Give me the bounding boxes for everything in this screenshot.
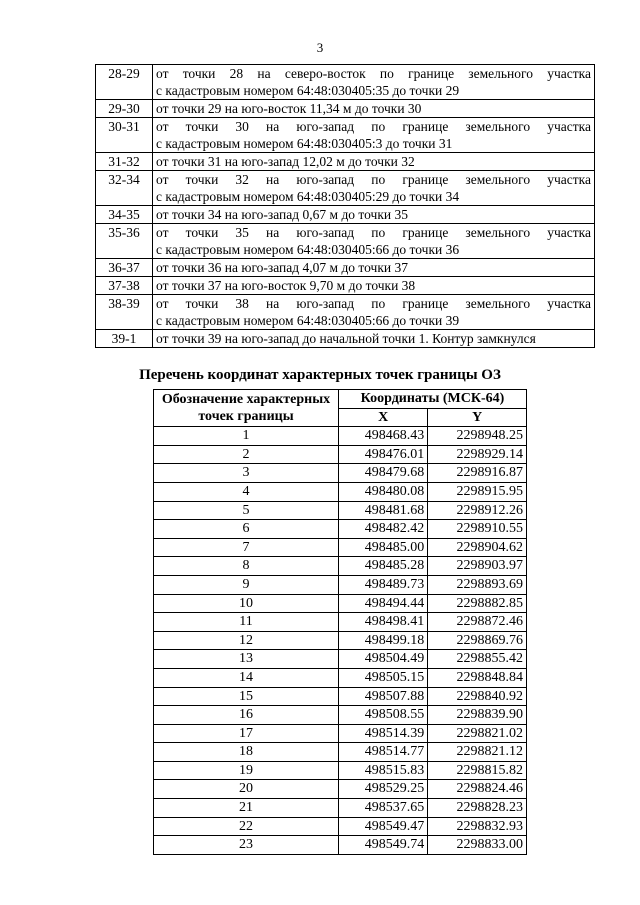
point-number: 2 bbox=[154, 445, 339, 464]
y-coordinate: 2298948.25 bbox=[428, 427, 527, 446]
x-coordinate: 498529.25 bbox=[339, 780, 428, 799]
point-number: 23 bbox=[154, 836, 339, 855]
point-designation-header bbox=[154, 390, 339, 427]
y-coordinate: 2298833.00 bbox=[428, 836, 527, 855]
coordinate-row bbox=[154, 464, 527, 483]
x-coordinate: 498476.01 bbox=[339, 445, 428, 464]
point-number: 19 bbox=[154, 761, 339, 780]
point-number: 5 bbox=[154, 501, 339, 520]
segment-id: 38-39 bbox=[96, 295, 153, 330]
y-coordinate: 2298840.92 bbox=[428, 687, 527, 706]
segment-id: 36-37 bbox=[96, 259, 153, 277]
x-coordinate: 498480.08 bbox=[339, 482, 428, 501]
segment-description-line: с кадастровым номером 64:48:030405:66 до точки 36 bbox=[156, 242, 460, 257]
segment-description-line: с кадастровым номером 64:48:030405:3 до точки 31 bbox=[156, 136, 453, 151]
x-coordinate: 498504.49 bbox=[339, 650, 428, 669]
x-coordinate: 498514.39 bbox=[339, 724, 428, 743]
x-coordinate: 498489.73 bbox=[339, 575, 428, 594]
point-number: 15 bbox=[154, 687, 339, 706]
y-coordinate: 2298912.26 bbox=[428, 501, 527, 520]
segment-description bbox=[153, 295, 595, 330]
page-number: 3 bbox=[316, 40, 324, 55]
segment-description bbox=[153, 65, 595, 100]
point-number: 20 bbox=[154, 780, 339, 799]
point-number: 10 bbox=[154, 594, 339, 613]
x-coordinate: 498505.15 bbox=[339, 668, 428, 687]
coordinate-row bbox=[154, 427, 527, 446]
y-coordinate: 2298893.69 bbox=[428, 575, 527, 594]
point-number: 22 bbox=[154, 817, 339, 836]
coordinate-row bbox=[154, 817, 527, 836]
segment-row bbox=[96, 65, 595, 100]
segment-id: 35-36 bbox=[96, 224, 153, 259]
x-header: X bbox=[339, 408, 428, 427]
segment-id: 34-35 bbox=[96, 206, 153, 224]
point-number: 14 bbox=[154, 668, 339, 687]
segment-id: 29-30 bbox=[96, 100, 153, 118]
y-coordinate: 2298832.93 bbox=[428, 817, 527, 836]
segment-row bbox=[96, 206, 595, 224]
point-number: 16 bbox=[154, 706, 339, 725]
x-coordinate: 498485.00 bbox=[339, 538, 428, 557]
x-coordinate: 498508.55 bbox=[339, 706, 428, 725]
segment-description-line: от точки 29 на юго-восток 11,34 м до точки 30 bbox=[156, 101, 422, 116]
segment-description bbox=[153, 153, 595, 171]
point-number: 1 bbox=[154, 427, 339, 446]
x-coordinate: 498498.41 bbox=[339, 613, 428, 632]
point-number: 9 bbox=[154, 575, 339, 594]
x-coordinate: 498499.18 bbox=[339, 631, 428, 650]
segment-description bbox=[153, 118, 595, 153]
segment-description bbox=[153, 224, 595, 259]
point-number: 7 bbox=[154, 538, 339, 557]
boundary-segments-table bbox=[95, 64, 595, 348]
y-coordinate: 2298910.55 bbox=[428, 520, 527, 539]
segment-row bbox=[96, 330, 595, 348]
y-header: Y bbox=[428, 408, 527, 427]
y-coordinate: 2298855.42 bbox=[428, 650, 527, 669]
x-coordinate: 498482.42 bbox=[339, 520, 428, 539]
x-coordinate: 498549.74 bbox=[339, 836, 428, 855]
y-coordinate: 2298903.97 bbox=[428, 557, 527, 576]
y-coordinate: 2298882.85 bbox=[428, 594, 527, 613]
y-coordinate: 2298916.87 bbox=[428, 464, 527, 483]
x-coordinate: 498468.43 bbox=[339, 427, 428, 446]
coordinate-row bbox=[154, 761, 527, 780]
x-coordinate: 498479.68 bbox=[339, 464, 428, 483]
segment-description-line: от точки 30 на юго-запад по границе земельного участка bbox=[156, 119, 591, 134]
segment-id: 28-29 bbox=[96, 65, 153, 100]
y-coordinate: 2298929.14 bbox=[428, 445, 527, 464]
point-header-line1: Обозначение характерных bbox=[161, 391, 331, 407]
segment-description-line: от точки 36 на юго-запад 4,07 м до точки 37 bbox=[156, 260, 409, 275]
coordinate-row bbox=[154, 482, 527, 501]
segment-description-line: с кадастровым номером 64:48:030405:29 до точки 34 bbox=[156, 189, 460, 204]
y-coordinate: 2298839.90 bbox=[428, 706, 527, 725]
point-number: 3 bbox=[154, 464, 339, 483]
point-number: 21 bbox=[154, 799, 339, 818]
coordinate-row bbox=[154, 631, 527, 650]
y-coordinate: 2298872.46 bbox=[428, 613, 527, 632]
y-coordinate: 2298915.95 bbox=[428, 482, 527, 501]
point-number: 11 bbox=[154, 613, 339, 632]
point-number: 6 bbox=[154, 520, 339, 539]
point-number: 17 bbox=[154, 724, 339, 743]
y-coordinate: 2298815.82 bbox=[428, 761, 527, 780]
x-coordinate: 498514.77 bbox=[339, 743, 428, 762]
y-coordinate: 2298904.62 bbox=[428, 538, 527, 557]
point-number: 13 bbox=[154, 650, 339, 669]
coordinate-row bbox=[154, 575, 527, 594]
coordinate-row bbox=[154, 557, 527, 576]
point-number: 18 bbox=[154, 743, 339, 762]
segment-description-line: от точки 34 на юго-запад 0,67 м до точки 35 bbox=[156, 207, 409, 222]
coordinate-row bbox=[154, 613, 527, 632]
segment-description bbox=[153, 277, 595, 295]
coordinate-row bbox=[154, 501, 527, 520]
x-coordinate: 498537.65 bbox=[339, 799, 428, 818]
segment-description bbox=[153, 206, 595, 224]
y-coordinate: 2298824.46 bbox=[428, 780, 527, 799]
segment-description bbox=[153, 100, 595, 118]
segment-description-line: от точки 32 на юго-запад по границе земельного участка bbox=[156, 172, 591, 187]
x-coordinate: 498507.88 bbox=[339, 687, 428, 706]
coordinates-header-row bbox=[154, 390, 527, 409]
coordinate-row bbox=[154, 668, 527, 687]
segment-id: 31-32 bbox=[96, 153, 153, 171]
segment-description bbox=[153, 330, 595, 348]
coordinate-row bbox=[154, 538, 527, 557]
coordinates-system-header: Координаты (МСК-64) bbox=[339, 390, 527, 409]
segment-id: 30-31 bbox=[96, 118, 153, 153]
y-coordinate: 2298821.02 bbox=[428, 724, 527, 743]
y-coordinate: 2298828.23 bbox=[428, 799, 527, 818]
segment-description bbox=[153, 259, 595, 277]
coordinate-row bbox=[154, 520, 527, 539]
y-coordinate: 2298821.12 bbox=[428, 743, 527, 762]
segment-description-line: от точки 38 на юго-запад по границе земельного участка bbox=[156, 296, 591, 311]
coordinate-row bbox=[154, 650, 527, 669]
segment-description-line: от точки 31 на юго-запад 12,02 м до точки 32 bbox=[156, 154, 415, 169]
segment-description-line: от точки 37 на юго-восток 9,70 м до точки 38 bbox=[156, 278, 416, 293]
point-number: 4 bbox=[154, 482, 339, 501]
segment-description bbox=[153, 171, 595, 206]
coordinate-row bbox=[154, 743, 527, 762]
coordinates-title: Перечень координат характерных точек границы ОЗ bbox=[139, 367, 501, 383]
coordinate-row bbox=[154, 706, 527, 725]
segment-description-line: от точки 28 на северо-восток по границе земельного участка bbox=[156, 66, 591, 81]
segment-row bbox=[96, 100, 595, 118]
coordinate-row bbox=[154, 594, 527, 613]
point-header-line2: точек границы bbox=[198, 409, 294, 425]
coordinates-table bbox=[153, 389, 527, 855]
segment-id: 37-38 bbox=[96, 277, 153, 295]
point-number: 8 bbox=[154, 557, 339, 576]
segment-row bbox=[96, 153, 595, 171]
segment-id: 39-1 bbox=[96, 330, 153, 348]
segment-row bbox=[96, 118, 595, 153]
point-number: 12 bbox=[154, 631, 339, 650]
x-coordinate: 498494.44 bbox=[339, 594, 428, 613]
coordinate-row bbox=[154, 780, 527, 799]
segment-description-line: с кадастровым номером 64:48:030405:35 до точки 29 bbox=[156, 83, 460, 98]
coordinate-row bbox=[154, 799, 527, 818]
y-coordinate: 2298848.84 bbox=[428, 668, 527, 687]
y-coordinate: 2298869.76 bbox=[428, 631, 527, 650]
segment-row bbox=[96, 277, 595, 295]
segment-id: 32-34 bbox=[96, 171, 153, 206]
segment-row bbox=[96, 295, 595, 330]
coordinate-row bbox=[154, 687, 527, 706]
segment-description-line: от точки 35 на юго-запад по границе земельного участка bbox=[156, 225, 591, 240]
coordinate-row bbox=[154, 445, 527, 464]
segment-row bbox=[96, 171, 595, 206]
x-coordinate: 498515.83 bbox=[339, 761, 428, 780]
segment-row bbox=[96, 224, 595, 259]
x-coordinate: 498481.68 bbox=[339, 501, 428, 520]
x-coordinate: 498485.28 bbox=[339, 557, 428, 576]
segment-description-line: с кадастровым номером 64:48:030405:66 до точки 39 bbox=[156, 313, 460, 328]
coordinate-row bbox=[154, 836, 527, 855]
x-coordinate: 498549.47 bbox=[339, 817, 428, 836]
segment-row bbox=[96, 259, 595, 277]
segment-description-line: от точки 39 на юго-запад до начальной точки 1. Контур замкнулся bbox=[156, 331, 536, 346]
coordinate-row bbox=[154, 724, 527, 743]
